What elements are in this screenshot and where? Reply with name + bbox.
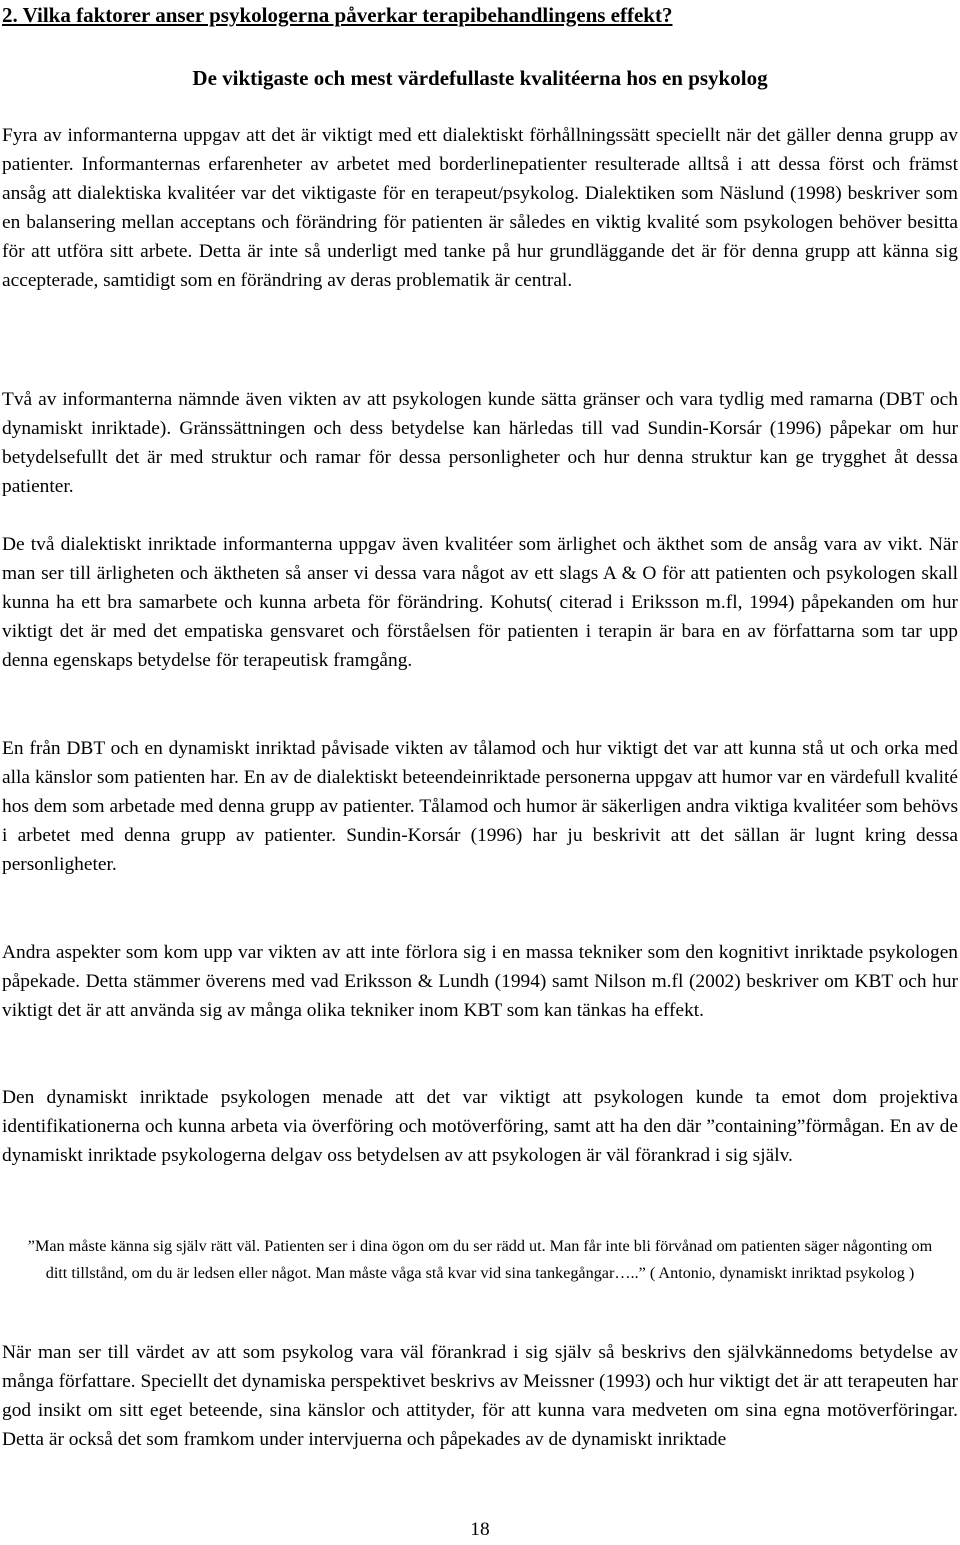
paragraph-4: En från DBT och en dynamiskt inriktad påvisade vikten av tålamod och hur viktigt det var att kunna stå ut och orka med alla känslor som patienten har. En av de dialektiskt beteendeinriktade personerna uppgav att humor var en värdefull kvalité hos dem som arbetade med denna grupp av patienter. Tålamod och humor är säkerligen andra viktiga kvalitéer som behövs i arbetet med denna grupp av patienter. Sundin-Korsár (1996) har ju beskrivit att det sällan är lugnt kring dessa personligheter. — [2, 738, 958, 876]
paragraph-6: Den dynamiskt inriktade psykologen menade att det var viktigt att psykologen kunde ta emot dom projektiva identifikationerna och kunna arbeta via överföring och motöverföring, samt att ha den där ”containing”förmågan. En av de dynamiskt inriktade psykologerna delgav oss betydelsen av att psykologen är väl förankrad i sig själv. — [2, 1087, 958, 1167]
section-heading: 2. Vilka faktorer anser psykologerna påverkar terapibehandlingens effekt? — [2, 3, 673, 27]
paragraph-1: Fyra av informanterna uppgav att det är viktigt med ett dialektiskt förhållningssätt speciellt när det gäller denna grupp av patienter. Informanternas erfarenheter av arbetet med borderlinepatienter resulterade alltså i att dessa först och främst ansåg att dialektiska kvalitéer var det viktigaste för en terapeut/psykolog. Dialektiken som Näslund (1998) beskriver som en balansering mellan acceptans och förändring för patienten är således en viktig kvalité som psykologen behöver besitta för att utföra sitt arbete. Detta är inte så underligt med tanke på hur grundläggande det är för denna grupp att känna sig accepterade, samtidigt som en förändring av deras problematik är central. — [2, 125, 958, 292]
paragraph-3: De två dialektiskt inriktade informanterna uppgav även kvalitéer som ärlighet och äkthet som de ansåg vara av vikt. När man ser till ärligheten och äktheten så anser vi dessa vara något av ett slags A & O för att patienten och psykologen skall kunna ha ett bra samarbete och kunna arbeta för förändring. Kohuts( citerad i Eriksson m.fl, 1994) påpekanden om hur viktigt det är med det empatiska gensvaret och förståelsen för patienten i terapin är bara en av författarna som tar upp denna egenskaps betydelse för terapeutisk framgång. — [2, 534, 958, 672]
subsection-heading: De viktigaste och mest värdefullaste kvalitéerna hos en psykolog — [192, 66, 768, 90]
page-number: 18 — [470, 1519, 490, 1540]
paragraph-7: När man ser till värdet av att som psykolog vara väl förankrad i sig själv så beskrivs den självkännedoms betydelse av många författare. Speciellt det dynamiska perspektivet beskrivs av Meissner (1993) och hur viktigt det är att terapeuten har god insikt om sitt eget beteende, sina känslor och attityder, för att kunna vara medveten om sina egna motöverföringar. Detta är också det som framkom under intervjuerna och påpekades av de dynamiskt inriktade — [2, 1342, 958, 1451]
interview-quote: ”Man måste känna sig själv rätt väl. Patienten ser i dina ögon om du ser rädd ut. Man får inte bli förvånad om patienten säger någonting om ditt tillstånd, om du är ledsen eller något. Man måste våga stå kvar vid sina tankegångar…..” ( Antonio, dynamiskt inriktad psykolog ) — [27, 1237, 933, 1282]
paragraph-5: Andra aspekter som kom upp var vikten av att inte förlora sig i en massa tekniker som den kognitivt inriktade psykologen påpekade. Detta stämmer överens med vad Eriksson & Lundh (1994) samt Nilson m.fl (2002) beskriver om KBT och hur viktigt det är att använda sig av många olika tekniker inom KBT som kan tänkas ha effekt. — [2, 942, 958, 1022]
paragraph-2: Två av informanterna nämnde även vikten av att psykologen kunde sätta gränser och vara tydlig med ramarna (DBT och dynamiskt inriktade). Gränssättningen och dess betydelse kan härledas till vad Sundin-Korsár (1996) påpekar om hur betydelsefullt det är med struktur och ramar för dessa personligheter och hur denna struktur kan ge trygghet åt dessa patienter. — [2, 389, 958, 498]
